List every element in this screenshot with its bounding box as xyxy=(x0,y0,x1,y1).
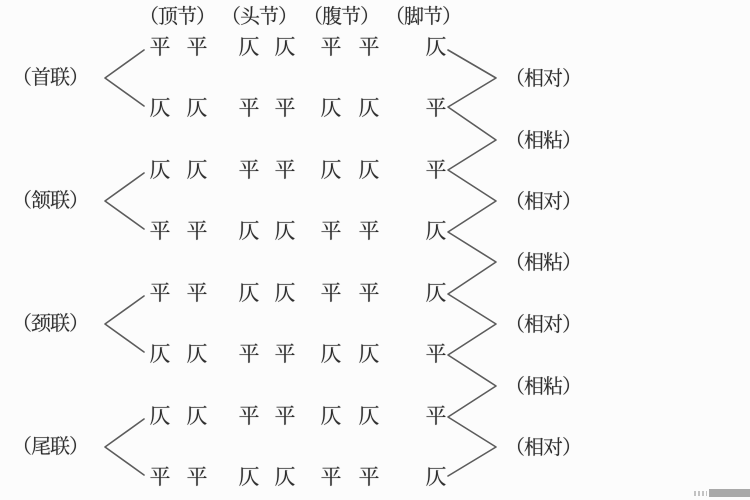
tone-char: 平 xyxy=(186,35,208,59)
tone-char: 平 xyxy=(149,281,171,305)
tone-char: 平 xyxy=(358,219,380,243)
tone-char: 平 xyxy=(425,158,447,182)
tone-char: 仄 xyxy=(274,35,296,59)
tone-char: 平 xyxy=(238,96,260,120)
tone-char: 仄 xyxy=(274,465,296,489)
header-label-head-section: （头节） xyxy=(221,4,297,28)
tone-char: 平 xyxy=(358,35,380,59)
tone-char: 仄 xyxy=(425,465,447,489)
couplet-label-first: （首联） xyxy=(12,65,88,89)
tone-char: 仄 xyxy=(274,281,296,305)
relation-zigzag xyxy=(448,50,496,476)
tone-char: 平 xyxy=(320,465,342,489)
tone-char: 仄 xyxy=(358,342,380,366)
tone-char: 仄 xyxy=(238,35,260,59)
tone-char: 仄 xyxy=(425,219,447,243)
tone-char: 仄 xyxy=(149,342,171,366)
relation-label-3: （相对） xyxy=(505,189,581,213)
tone-char: 平 xyxy=(274,96,296,120)
tone-char: 仄 xyxy=(425,35,447,59)
tone-char: 平 xyxy=(149,465,171,489)
couplet-label-fourth: （尾联） xyxy=(12,434,88,458)
tone-char: 仄 xyxy=(425,281,447,305)
header-label-foot-section: （脚节） xyxy=(385,4,461,28)
couplet-label-second: （颔联） xyxy=(12,188,88,212)
tone-char: 平 xyxy=(238,404,260,428)
bracket-second-couplet xyxy=(105,173,144,229)
tone-char: 平 xyxy=(358,465,380,489)
tone-char: 仄 xyxy=(320,96,342,120)
tone-char: 仄 xyxy=(149,96,171,120)
tone-char: 平 xyxy=(149,219,171,243)
tone-char: 平 xyxy=(425,342,447,366)
tone-char: 平 xyxy=(274,158,296,182)
relation-label-2: （相粘） xyxy=(505,128,581,152)
tone-char: 仄 xyxy=(186,342,208,366)
watermark-bar xyxy=(709,489,750,497)
tone-char: 仄 xyxy=(358,96,380,120)
tone-char: 仄 xyxy=(238,465,260,489)
tone-char: 仄 xyxy=(358,158,380,182)
tone-char: 仄 xyxy=(320,158,342,182)
tone-char: 仄 xyxy=(238,219,260,243)
tone-char: 平 xyxy=(358,281,380,305)
tone-char: 仄 xyxy=(274,219,296,243)
tone-char: 仄 xyxy=(320,342,342,366)
tone-char: 平 xyxy=(186,281,208,305)
tone-char: 平 xyxy=(425,404,447,428)
watermark-marks xyxy=(694,491,707,496)
tone-char: 平 xyxy=(320,219,342,243)
relation-label-7: （相对） xyxy=(505,435,581,459)
tone-char: 仄 xyxy=(358,404,380,428)
tone-char: 平 xyxy=(274,404,296,428)
tone-char: 仄 xyxy=(186,404,208,428)
bracket-first-couplet xyxy=(105,50,144,106)
relation-label-5: （相对） xyxy=(505,312,581,336)
tone-char: 平 xyxy=(238,342,260,366)
relation-label-4: （相粘） xyxy=(505,250,581,274)
tone-char: 平 xyxy=(238,158,260,182)
tone-char: 仄 xyxy=(320,404,342,428)
tone-char: 平 xyxy=(425,96,447,120)
bracket-fourth-couplet xyxy=(105,419,144,475)
tone-char: 仄 xyxy=(149,404,171,428)
relation-label-6: （相粘） xyxy=(505,374,581,398)
relation-label-1: （相对） xyxy=(505,66,581,90)
tone-char: 平 xyxy=(320,35,342,59)
tone-char: 仄 xyxy=(186,158,208,182)
tone-char: 平 xyxy=(186,465,208,489)
tone-char: 平 xyxy=(149,35,171,59)
tone-char: 仄 xyxy=(186,96,208,120)
header-label-belly-section: （腹节） xyxy=(303,4,379,28)
tone-char: 平 xyxy=(186,219,208,243)
bracket-third-couplet xyxy=(105,296,144,352)
header-label-top-section: （顶节） xyxy=(139,4,215,28)
tone-char: 平 xyxy=(320,281,342,305)
couplet-label-third: （颈联） xyxy=(12,311,88,335)
tone-char: 平 xyxy=(274,342,296,366)
tone-char: 仄 xyxy=(149,158,171,182)
tone-char: 仄 xyxy=(238,281,260,305)
